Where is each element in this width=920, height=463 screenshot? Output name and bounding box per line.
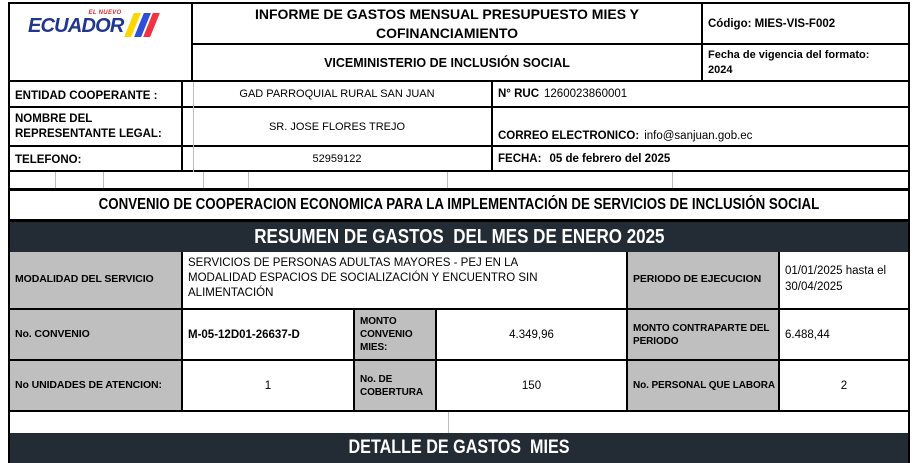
fecha-value: 05 de febrero del 2025 — [549, 152, 671, 165]
personal-label: No. PERSONAL QUE LABORA — [633, 380, 775, 391]
telefono-label: TELEFONO: — [15, 153, 82, 166]
convenio-band-title: CONVENIO DE COOPERACION ECONOMICA PARA LA IMPLEMENTACIÓN DE SERVICIOS DE INCLUSIÓN SOCIAL — [98, 196, 820, 213]
resumen-bar-title: RESUMEN DE GASTOS DEL MES DE ENERO 2025 — [253, 225, 665, 248]
personal-value: 2 — [840, 379, 848, 392]
report-title: INFORME DE GASTOS MENSUAL PRESUPUESTO MIES Y COFINANCIAMIENTO — [254, 6, 640, 41]
logo-brand-text: ECUADOR — [28, 15, 124, 37]
periodo-label-cell — [628, 252, 780, 310]
periodo-value-cell[interactable] — [780, 252, 910, 310]
vigencia-cell — [703, 45, 910, 82]
unidades-label-cell — [10, 361, 183, 412]
representante-value: SR. JOSE FLORES TREJO — [268, 120, 406, 133]
telefono-value-cell[interactable] — [183, 147, 493, 172]
telefono-label-cell — [10, 147, 183, 172]
modalidad-label-cell — [10, 252, 183, 310]
cobertura-label: No. DE COBERTURA — [360, 373, 423, 398]
convenio-value-cell[interactable] — [183, 310, 355, 361]
representante-value-cell[interactable] — [183, 108, 493, 147]
fecha-cell[interactable] — [493, 147, 910, 172]
ecuador-logo — [28, 10, 155, 37]
entidad-value: GAD PARROQUIAL RURAL SAN JUAN — [239, 88, 435, 100]
ruc-value: 1260023860001 — [544, 88, 628, 100]
vigencia-label: Fecha de vigencia del formato: — [708, 49, 870, 62]
correo-value: info@sanjuan.gob.ec — [644, 130, 753, 142]
entidad-label: ENTIDAD COOPERANTE : — [15, 89, 158, 102]
representante-label: NOMBRE DEL REPRESENTANTE LEGAL: — [15, 113, 162, 140]
bottom-spacer-row — [10, 412, 910, 433]
contraparte-label-cell — [628, 310, 780, 361]
unidades-value: 1 — [264, 379, 272, 392]
correo-cell[interactable] — [493, 108, 910, 147]
vigencia-value: 2024 — [708, 63, 733, 76]
periodo-label: PERIODO DE EJECUCION — [633, 273, 762, 286]
periodo-value: 01/01/2025 hasta el 30/04/2025 — [785, 265, 887, 293]
monto-mies-label: MONTO CONVENIO MIES: — [360, 316, 413, 353]
codigo-cell — [703, 4, 910, 45]
convenio-number-label: No. CONVENIO — [15, 327, 90, 340]
ruc-label: N° RUC — [498, 88, 540, 100]
cobertura-value-cell[interactable] — [437, 361, 628, 412]
entidad-label-cell — [10, 82, 183, 108]
entidad-value-cell[interactable] — [183, 82, 493, 108]
modalidad-value-cell[interactable] — [183, 252, 628, 310]
subtitle-cell — [193, 45, 703, 82]
convenio-number-value: M-05-12D01-26637-D — [188, 328, 300, 341]
monto-mies-value-cell[interactable] — [437, 310, 628, 361]
contraparte-label: MONTO CONTRAPARTE DEL PERIODO — [633, 322, 770, 347]
contraparte-value-cell[interactable] — [780, 310, 910, 361]
convenio-label-cell — [10, 310, 183, 361]
convenio-band — [10, 191, 910, 219]
telefono-value: 52959122 — [312, 152, 362, 165]
report-subtitle: VICEMINISTERIO DE INCLUSIÓN SOCIAL — [324, 55, 570, 70]
unidades-label: No UNIDADES DE ATENCION: — [15, 378, 162, 391]
personal-value-cell[interactable] — [780, 361, 910, 412]
modalidad-label: MODALIDAD DEL SERVICIO — [15, 273, 154, 286]
cobertura-label-cell — [355, 361, 437, 412]
detalle-bar — [10, 433, 910, 463]
detalle-bar-title: DETALLE DE GASTOS MIES — [348, 437, 570, 458]
cobertura-value: 150 — [521, 379, 542, 392]
personal-label-cell — [628, 361, 780, 412]
representante-label-cell — [10, 108, 183, 147]
unidades-value-cell[interactable] — [183, 361, 355, 412]
modalidad-value: SERVICIOS DE PERSONAS ADULTAS MAYORES - PEJ EN LA MODALIDAD ESPACIOS DE SOCIALIZACIÓN Y ENCUENTRO SIN ALIMENTACIÓN — [188, 257, 538, 299]
codigo-label: Código: MIES-VIS-F002 — [708, 17, 836, 30]
contraparte-value: 6.488,44 — [785, 328, 830, 341]
correo-label: CORREO ELECTRONICO: — [498, 130, 640, 142]
spacer-row — [10, 172, 910, 188]
logo-tagline: EL NUEVO — [88, 10, 122, 16]
logo-cell — [10, 4, 193, 82]
report-title-cell — [193, 4, 703, 45]
ecuador-flag-stripes-icon — [127, 13, 156, 37]
fecha-label: FECHA: — [498, 152, 542, 165]
monto-mies-value: 4.349,96 — [509, 328, 554, 341]
form-sheet — [8, 2, 910, 463]
monto-mies-label-cell — [355, 310, 437, 361]
resumen-bar — [10, 222, 910, 252]
ruc-cell[interactable] — [493, 82, 910, 108]
